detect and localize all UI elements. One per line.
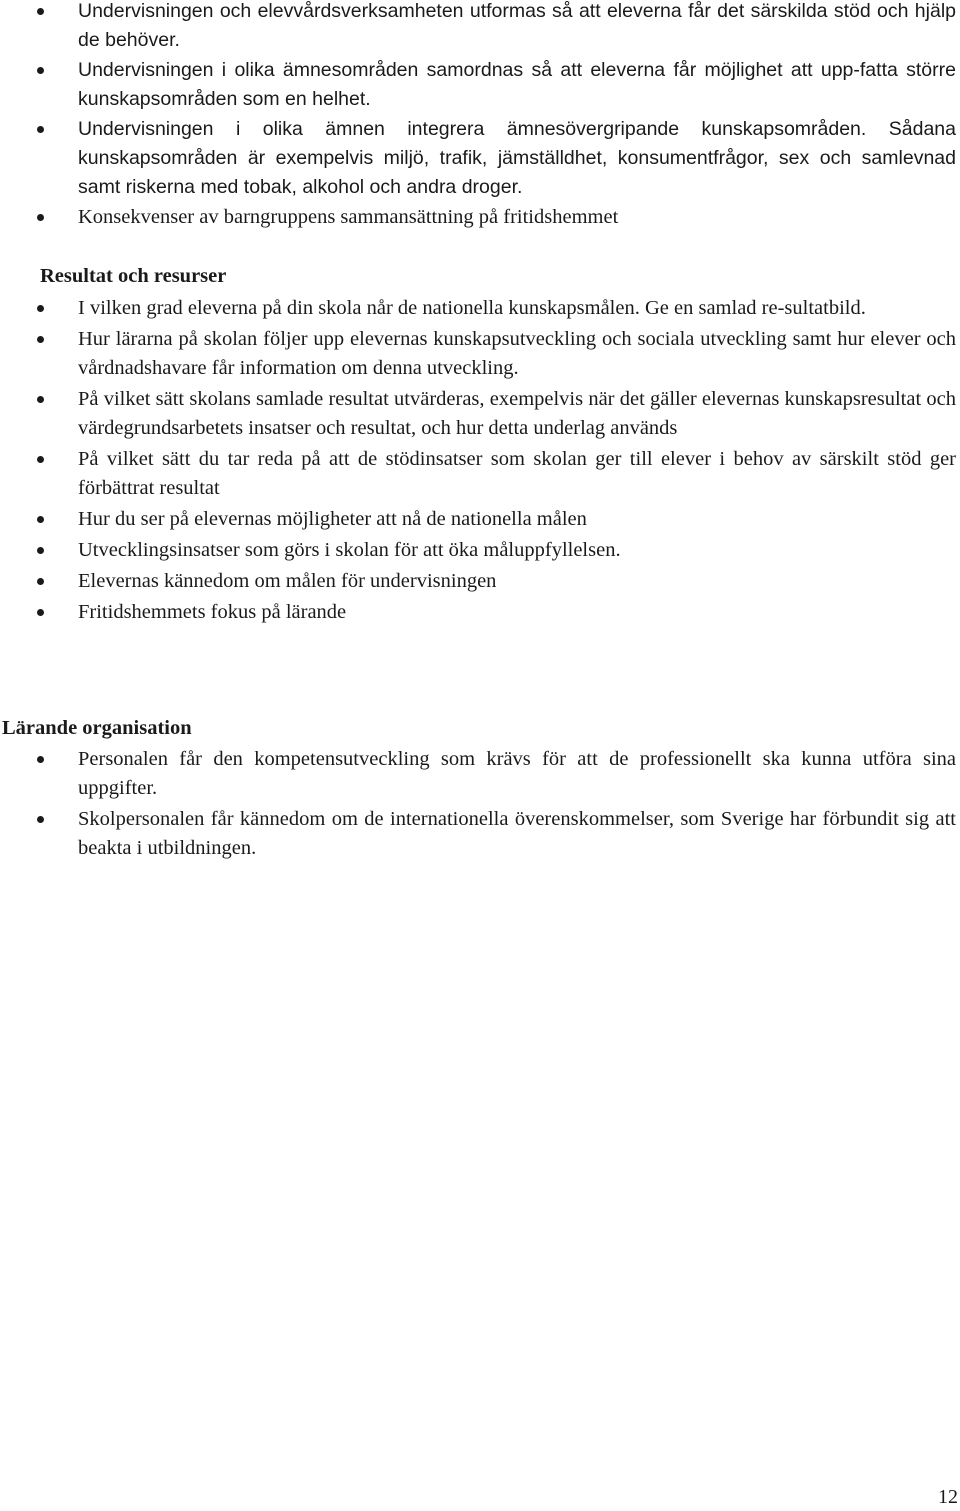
list-item-text: Skolpersonalen får kännedom om de internationella överenskommelser, som Sverige har förbundit sig att beakta i utbildningen. bbox=[78, 808, 956, 859]
bullet-icon bbox=[37, 8, 44, 15]
list-item-text: Personalen får den kompetensutveckling som krävs för att de professionellt ska kunna utföra sina uppgifter. bbox=[78, 748, 956, 799]
list-item bbox=[0, 445, 958, 503]
section-heading-larande-organisation: Lärande organisation bbox=[2, 717, 192, 739]
bullet-icon bbox=[37, 214, 44, 221]
list-item-text: På vilket sätt skolans samlade resultat utvärderas, exempelvis när det gäller elevernas kunskapsresultat och värdegrundsarbetets insatser och resultat, och hur detta underlag används bbox=[78, 388, 956, 439]
list-item bbox=[0, 115, 958, 202]
bullet-icon bbox=[37, 547, 44, 554]
bullet-icon bbox=[37, 816, 44, 823]
bullet-icon bbox=[37, 578, 44, 585]
list-item bbox=[0, 203, 958, 232]
section-heading-resultat: Resultat och resurser bbox=[40, 265, 227, 287]
bullet-list-resultat bbox=[0, 294, 958, 629]
bullet-icon bbox=[37, 396, 44, 403]
bullet-icon bbox=[37, 516, 44, 523]
list-item bbox=[0, 745, 958, 803]
list-item bbox=[0, 385, 958, 443]
list-item bbox=[0, 598, 958, 627]
list-item bbox=[0, 56, 958, 114]
list-item-text: Elevernas kännedom om målen för undervisningen bbox=[78, 570, 497, 592]
list-item-text: Hur lärarna på skolan följer upp elevernas kunskapsutveckling och sociala utveckling samt hur elever och vårdnadshavare får information om denna utveckling. bbox=[78, 328, 956, 379]
bullet-icon bbox=[37, 67, 44, 74]
list-item bbox=[0, 505, 958, 534]
list-item-text: Fritidshemmets fokus på lärande bbox=[78, 601, 347, 623]
list-item bbox=[0, 0, 958, 55]
bullet-icon bbox=[37, 609, 44, 616]
list-item-text: Undervisningen och elevvårdsverksamheten utformas så att eleverna får det särskilda stöd och hjälp de behöver. bbox=[78, 0, 956, 51]
bullet-list-intro bbox=[0, 0, 958, 233]
list-item bbox=[0, 536, 958, 565]
list-item-text: Utvecklingsinsatser som görs i skolan för att öka måluppfyllelsen. bbox=[78, 539, 621, 561]
bullet-icon bbox=[37, 305, 44, 312]
list-item-text: Hur du ser på elevernas möjligheter att nå de nationella målen bbox=[78, 508, 587, 530]
list-item bbox=[0, 325, 958, 383]
list-item-text: Undervisningen i olika ämnen integrera ämnesövergripande kunskapsområden. Sådana kunskapsområden är exempelvis miljö, trafik, jämställdhet, konsumentfrågor, sex och samlevnad samt riskerna med tobak, alkohol och andra droger. bbox=[78, 118, 956, 198]
bullet-list-larande bbox=[0, 745, 958, 865]
list-item bbox=[0, 294, 958, 323]
page-number: 12 bbox=[938, 1486, 958, 1508]
bullet-icon bbox=[37, 336, 44, 343]
list-item-text: I vilken grad eleverna på din skola når de nationella kunskapsmålen. Ge en samlad re-sultatbild. bbox=[78, 297, 866, 319]
list-item bbox=[0, 567, 958, 596]
list-item-text: Konsekvenser av barngruppens sammansättning på fritidshemmet bbox=[78, 206, 619, 228]
bullet-icon bbox=[37, 126, 44, 133]
bullet-icon bbox=[37, 756, 44, 763]
list-item-text: På vilket sätt du tar reda på att de stödinsatser som skolan ger till elever i behov av särskilt stöd ger förbättrat resultat bbox=[78, 448, 956, 499]
list-item-text: Undervisningen i olika ämnesområden samordnas så att eleverna får möjlighet att upp-fatta större kunskapsområden som en helhet. bbox=[78, 59, 956, 110]
list-item bbox=[0, 805, 958, 863]
bullet-icon bbox=[37, 456, 44, 463]
